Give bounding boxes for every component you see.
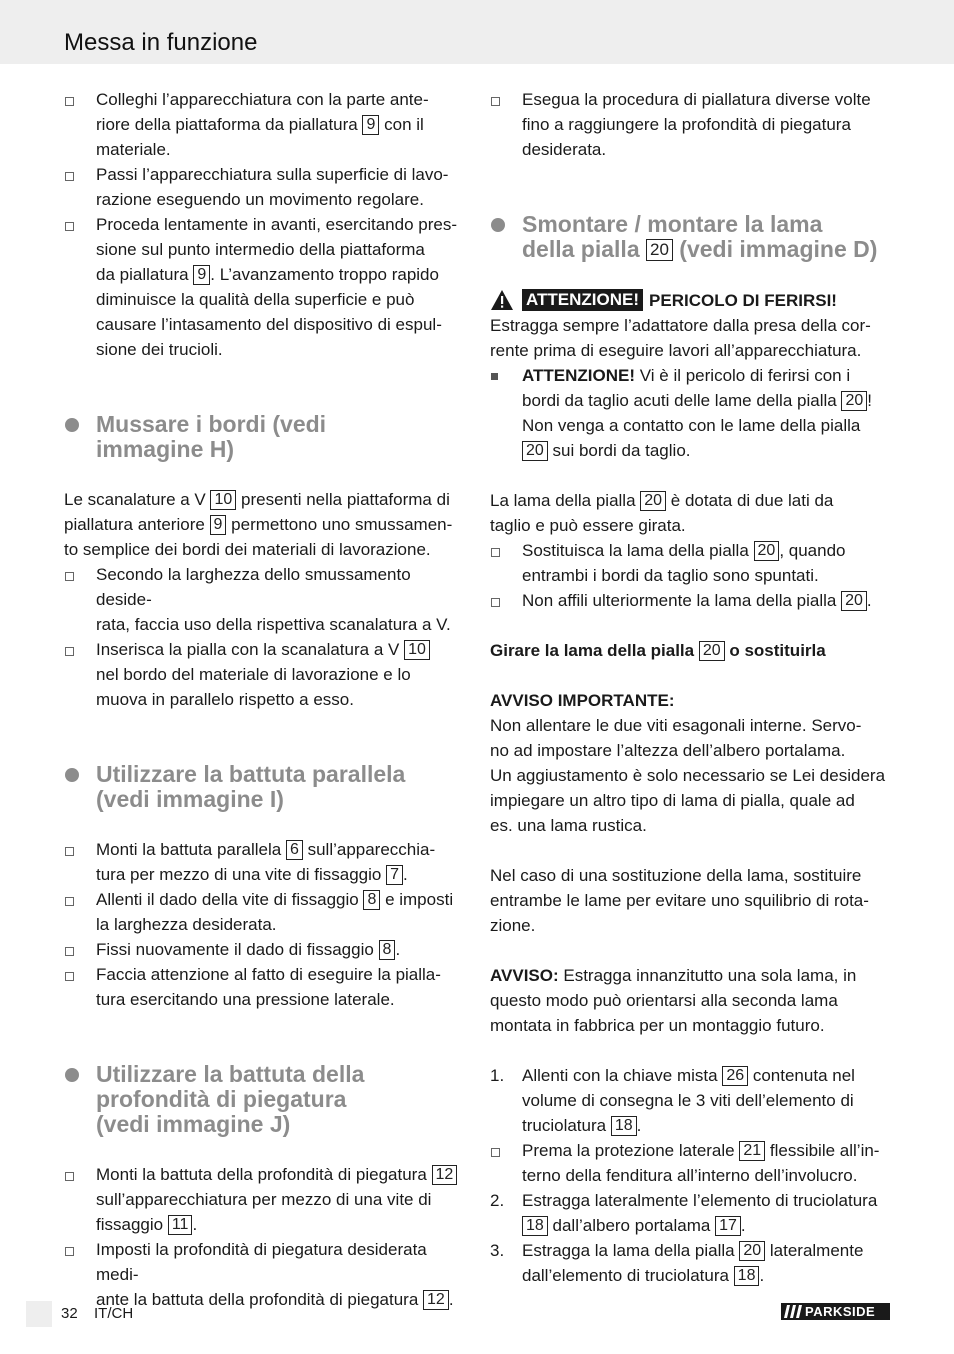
step-item: 3. Estragga la lama della pialla 20 lateralmente dall’elemento di truciolatura 18 . [490, 1241, 864, 1285]
paragraph: Estragga sempre l’adattatore dalla presa della cor- rente prima di eseguire lavori all’apparecchiatura. [490, 316, 871, 360]
ref-box: 9 [362, 115, 379, 135]
ref-box: 6 [286, 840, 303, 860]
list-item: Faccia attenzione al fatto di eseguire la pialla- tura esercitando una pressione laterale. [64, 962, 464, 1012]
ref-box: 8 [363, 890, 380, 910]
ref-box: 20 [841, 591, 867, 611]
section-heading-smussare: Mussare i bordi (vedi immagine H) [64, 412, 464, 462]
ref-box: 12 [432, 1165, 458, 1185]
step-item: 2. Estragga lateralmente l’elemento di truciolatura 18 dall’albero portalama 17 . [490, 1191, 878, 1235]
ref-box: 12 [423, 1290, 449, 1310]
ref-box: 20 [754, 541, 780, 561]
ref-box: 11 [168, 1215, 193, 1235]
ref-box: 18 [611, 1116, 637, 1136]
list-item: Secondo la larghezza dello smussamento deside- rata, faccia uso della rispettiva scanalatura a V. [64, 562, 464, 637]
list-item: Imposti la profondità di piegatura desiderata medi- ante la battuta della profondità di piegatura 12 . [64, 1237, 464, 1312]
section-heading-profondita: Utilizzare la battuta della profondità di piegatura (vedi immagine J) [64, 1062, 464, 1137]
left-column [64, 87, 464, 1312]
ref-box: 17 [715, 1216, 741, 1236]
list-item: Prema la protezione laterale 21 flessibile all’in- terno della fenditura all’interno dell’involucro. [490, 1138, 890, 1188]
ref-box: 10 [210, 490, 236, 510]
list-item: Esegua la procedura di piallatura diverse volte fino a raggiungere la profondità di piegatura desiderata. [490, 87, 890, 162]
list-item: Non affili ulteriormente la lama della pialla 20 . [490, 588, 890, 613]
ref-box: 10 [404, 640, 430, 660]
ref-box: 26 [722, 1066, 748, 1086]
paragraph: La lama della pialla 20 è dotata di due lati da taglio e può essere girata. [490, 491, 834, 535]
subheading-girare: Girare la lama della pialla 20 o sostituirla [490, 641, 826, 660]
section-heading-lama: Smontare / montare la lama della pialla 20 (vedi immagine D) [490, 212, 890, 262]
ref-box: 9 [210, 515, 227, 535]
parkside-slashes-icon [783, 1303, 803, 1320]
list-item: Sostituisca la lama della pialla 20 , quando entrambi i bordi da taglio sono spuntati. [490, 538, 890, 588]
list-item: Monti la battuta parallela 6 sull’apparecchia- tura per mezzo di una vite di fissaggio 7 . [64, 837, 464, 887]
list-item: Allenti il dado della vite di fissaggio 8 e imposti la larghezza desiderata. [64, 887, 464, 937]
ref-box: 9 [193, 265, 210, 285]
ref-box: 20 [640, 491, 666, 511]
ref-box: 20 [841, 391, 867, 411]
list-item: Inserisca la pialla con la scanalatura a V 10 nel bordo del materiale di lavorazione e lo muova in parallelo rispetto a esso. [64, 637, 464, 712]
footer-marker [26, 1301, 52, 1327]
paragraph: Le scanalature a V 10 presenti nella piattaforma di piallatura anteriore 9 permettono uno smussamen- to semplice dei bordi dei materiali di lavorazione. [64, 490, 453, 559]
warning-row [490, 287, 890, 313]
ref-box: 21 [739, 1141, 765, 1161]
notice: AVVISO: Estragga innanzitutto una sola lama, in questo modo può orientarsi alla seconda lama montata in fabbrica per un montaggio futuro. [490, 966, 857, 1035]
ref-box: 18 [522, 1216, 548, 1236]
list-item: Fissi nuovamente il dado di fissaggio 8 . [64, 937, 464, 962]
list-item: Monti la battuta della profondità di piegatura 12 sull’apparecchiatura per mezzo di una vite di fissaggio 11 . [64, 1162, 464, 1237]
page-number: 32 [61, 1305, 78, 1322]
ref-box: 20 [522, 441, 548, 461]
ref-box: 20 [699, 641, 725, 661]
ref-box: 20 [646, 239, 673, 261]
paragraph: Nel caso di una sostituzione della lama, sostituire entrambe le lame per evitare uno squilibrio di rota- zione. [490, 866, 869, 935]
list-item: ATTENZIONE! Vi è il pericolo di ferirsi con i bordi da taglio acuti delle lame della pialla 20 ! Non venga a contatto con le lame della pialla 20 sui bordi da taglio. [490, 363, 890, 463]
step-item: 1. Allenti con la chiave mista 26 contenuta nel volume di consegna le 3 viti dell’elemento di truciolatura 18 . [490, 1066, 855, 1135]
list-item: Passi l’apparecchiatura sulla superficie di lavo- razione eseguendo un movimento regolare. [64, 162, 464, 212]
ref-box: 20 [739, 1241, 765, 1261]
list-item: Colleghi l’apparecchiatura con la parte ante- riore della piattaforma da piallatura 9 con il materiale. [64, 87, 464, 162]
brand-logo [781, 1303, 890, 1320]
ref-box: 18 [734, 1266, 760, 1286]
warning-text: PERICOLO DI FERIRSI! [649, 290, 837, 310]
page-title: Messa in funzione [64, 29, 258, 56]
right-column [490, 87, 890, 1288]
language-code: IT/CH [94, 1305, 134, 1322]
ref-box: 7 [386, 865, 403, 885]
warning-triangle-icon [490, 289, 514, 311]
important-notice: AVVISO IMPORTANTE: Non allentare le due viti esagonali interne. Servo- no ad impostare l’altezza dell’albero portalama. Un aggiustamento è solo necessario se Lei desidera impiegare un altro tipo di lama di pialla, quale ad es. una lama rustica. [490, 691, 886, 835]
section-heading-parallela: Utilizzare la battuta parallela (vedi immagine I) [64, 762, 464, 812]
ref-box: 8 [379, 940, 396, 960]
list-item: Proceda lentamente in avanti, esercitando pres- sione sul punto intermedio della piattaforma da piallatura 9 . L’avanzamento troppo rapido diminuisce la qualità della superficie e può causare l’intasamento del dispositivo di espul- sione dei trucioli. [64, 212, 464, 362]
brand-name: PARKSIDE [805, 1304, 876, 1319]
attention-badge: ATTENZIONE! [522, 289, 643, 311]
